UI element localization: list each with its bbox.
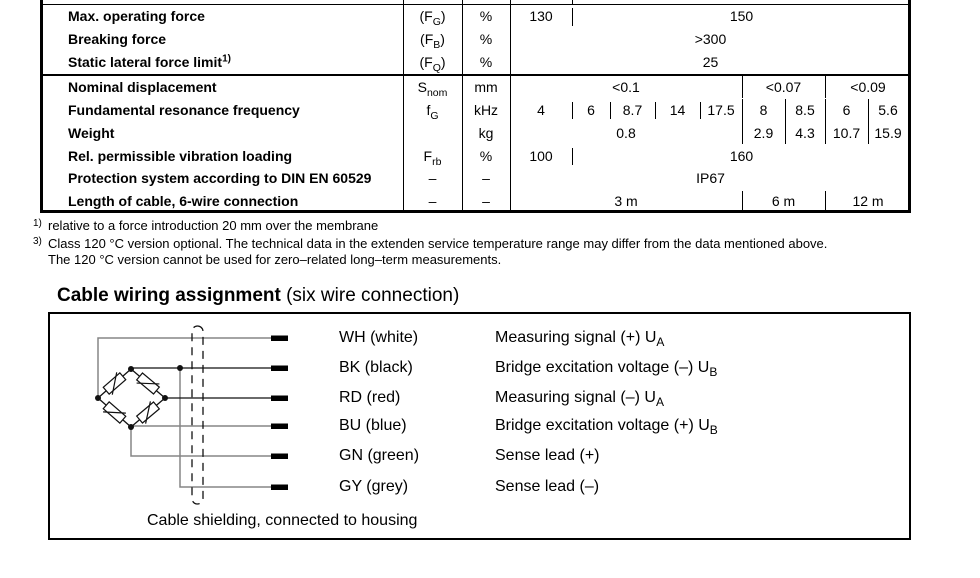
wire-code-rd: RD (red) bbox=[339, 389, 401, 406]
spec-name: Protection system according to DIN EN 60529 bbox=[68, 170, 372, 186]
spec-value: 14 bbox=[669, 102, 686, 118]
bridge-arms bbox=[98, 369, 165, 427]
terminal-bars bbox=[271, 336, 288, 491]
footnote-3 bbox=[33, 236, 933, 268]
spec-value: 12 m bbox=[852, 193, 884, 209]
spec-value: 25 bbox=[702, 54, 719, 70]
wire-code-wh: WH (white) bbox=[339, 329, 419, 346]
spec-value: 2.9 bbox=[753, 125, 774, 141]
spec-unit: kg bbox=[478, 125, 494, 141]
wire-function-bu: Bridge excitation voltage (+) $U_B$ bbox=[495, 417, 718, 438]
wire-function-rd: Measuring signal (–) $U_A$ bbox=[495, 389, 664, 410]
spec-value: <0.1 bbox=[612, 79, 640, 95]
spec-value: 10.7 bbox=[832, 125, 861, 141]
wire-function-gy: Sense lead (–) bbox=[495, 478, 600, 495]
spec-value: 6 m bbox=[771, 193, 796, 209]
spec-value: 160 bbox=[729, 148, 754, 164]
spec-value: 3 m bbox=[614, 193, 638, 209]
spec-value: 0.8 bbox=[616, 125, 636, 141]
section-heading bbox=[57, 285, 459, 307]
spec-unit: – bbox=[482, 193, 490, 209]
footnotes bbox=[33, 218, 933, 270]
spec-unit: % bbox=[479, 31, 493, 47]
spec-value: 15.9 bbox=[874, 125, 902, 141]
spec-value: 6 bbox=[587, 102, 595, 118]
wiring-diagram-box bbox=[48, 312, 911, 540]
footnote-text: Class 120 °C version optional. The technical data in the extenden service temperature range may differ from the data mentioned above. bbox=[48, 236, 828, 251]
spec-name: Static lateral force limit$^{1)}$ bbox=[68, 53, 231, 70]
spec-unit: kHz bbox=[473, 102, 499, 118]
spec-unit: mm bbox=[474, 79, 498, 95]
spec-symbol: – bbox=[428, 193, 437, 209]
spec-value: <0.07 bbox=[765, 79, 802, 95]
spec-value: 4.3 bbox=[795, 125, 815, 141]
spec-value: IP67 bbox=[696, 170, 725, 186]
spec-value: 100 bbox=[529, 148, 553, 164]
spec-symbol: $(F_B)$ bbox=[420, 31, 445, 51]
footnote-marker: 3) bbox=[33, 236, 42, 247]
spec-value: <0.09 bbox=[850, 79, 886, 95]
wire-gn bbox=[131, 427, 271, 456]
strain-gauge bbox=[135, 371, 161, 396]
spec-symbol: $f_G$ bbox=[426, 102, 439, 122]
spec-value: 130 bbox=[529, 8, 553, 24]
wire-code-bu: BU (blue) bbox=[339, 417, 407, 434]
footnote-text: The 120 °C version cannot be used for zero–related long–term measurements. bbox=[48, 252, 502, 267]
spec-name: Nominal displacement bbox=[68, 79, 217, 95]
wire-function-gn: Sense lead (+) bbox=[495, 447, 600, 464]
wire-code-bk: BK (black) bbox=[339, 359, 413, 376]
spec-symbol: $S_{nom}$ bbox=[417, 79, 448, 99]
grid-line bbox=[572, 0, 573, 4]
wire-function-wh: Measuring signal (+) $U_A$ bbox=[495, 329, 665, 350]
shield-caption: Cable shielding, connected to housing bbox=[147, 512, 418, 529]
spec-name: Length of cable, 6-wire connection bbox=[68, 193, 299, 209]
spec-symbol: $(F_Q)$ bbox=[419, 54, 446, 74]
spec-table bbox=[40, 0, 911, 213]
spec-name: Rel. permissible vibration loading bbox=[68, 148, 293, 164]
spec-value: 8.7 bbox=[622, 102, 643, 118]
section-heading-bold: Cable wiring assignment bbox=[57, 285, 281, 306]
spec-symbol: – bbox=[428, 170, 437, 186]
footnote-marker: 1) bbox=[33, 218, 42, 229]
spec-value: 8.5 bbox=[795, 102, 815, 118]
wire-function-bk: Bridge excitation voltage (–) $U_B$ bbox=[495, 359, 718, 380]
spec-unit: – bbox=[482, 170, 490, 186]
wire-gy bbox=[180, 368, 271, 487]
footnote-text: relative to a force introduction 20 mm over the membrane bbox=[48, 218, 379, 233]
spec-name: Max. operating force bbox=[68, 8, 205, 24]
cable-shield-symbol bbox=[192, 326, 203, 504]
spec-value: 150 bbox=[729, 8, 754, 24]
footnote-1 bbox=[33, 218, 933, 234]
wire-code-gy: GY (grey) bbox=[339, 478, 409, 495]
spec-symbol: $F_{rb}$ bbox=[423, 148, 442, 168]
wire-bu bbox=[131, 426, 271, 427]
spec-name: Breaking force bbox=[68, 31, 167, 47]
bridge-circuit-diagram bbox=[50, 314, 310, 538]
spec-unit: % bbox=[479, 8, 493, 24]
section-heading-normal: (six wire connection) bbox=[280, 285, 460, 306]
spec-value: 17.5 bbox=[707, 102, 735, 118]
spec-unit: % bbox=[479, 54, 493, 70]
spec-value: >300 bbox=[694, 31, 727, 47]
spec-value: 4 bbox=[537, 102, 545, 118]
spec-symbol: $(F_G)$ bbox=[419, 8, 446, 28]
spec-value: 8 bbox=[759, 102, 768, 118]
spec-name: Fundamental resonance frequency bbox=[68, 102, 300, 118]
spec-unit: % bbox=[479, 148, 493, 164]
strain-gauge bbox=[135, 400, 161, 425]
wire-code-gn: GN (green) bbox=[339, 447, 420, 464]
spec-value: 5.6 bbox=[878, 102, 898, 118]
spec-name: Weight bbox=[68, 125, 115, 141]
spec-value: 6 bbox=[842, 102, 851, 118]
